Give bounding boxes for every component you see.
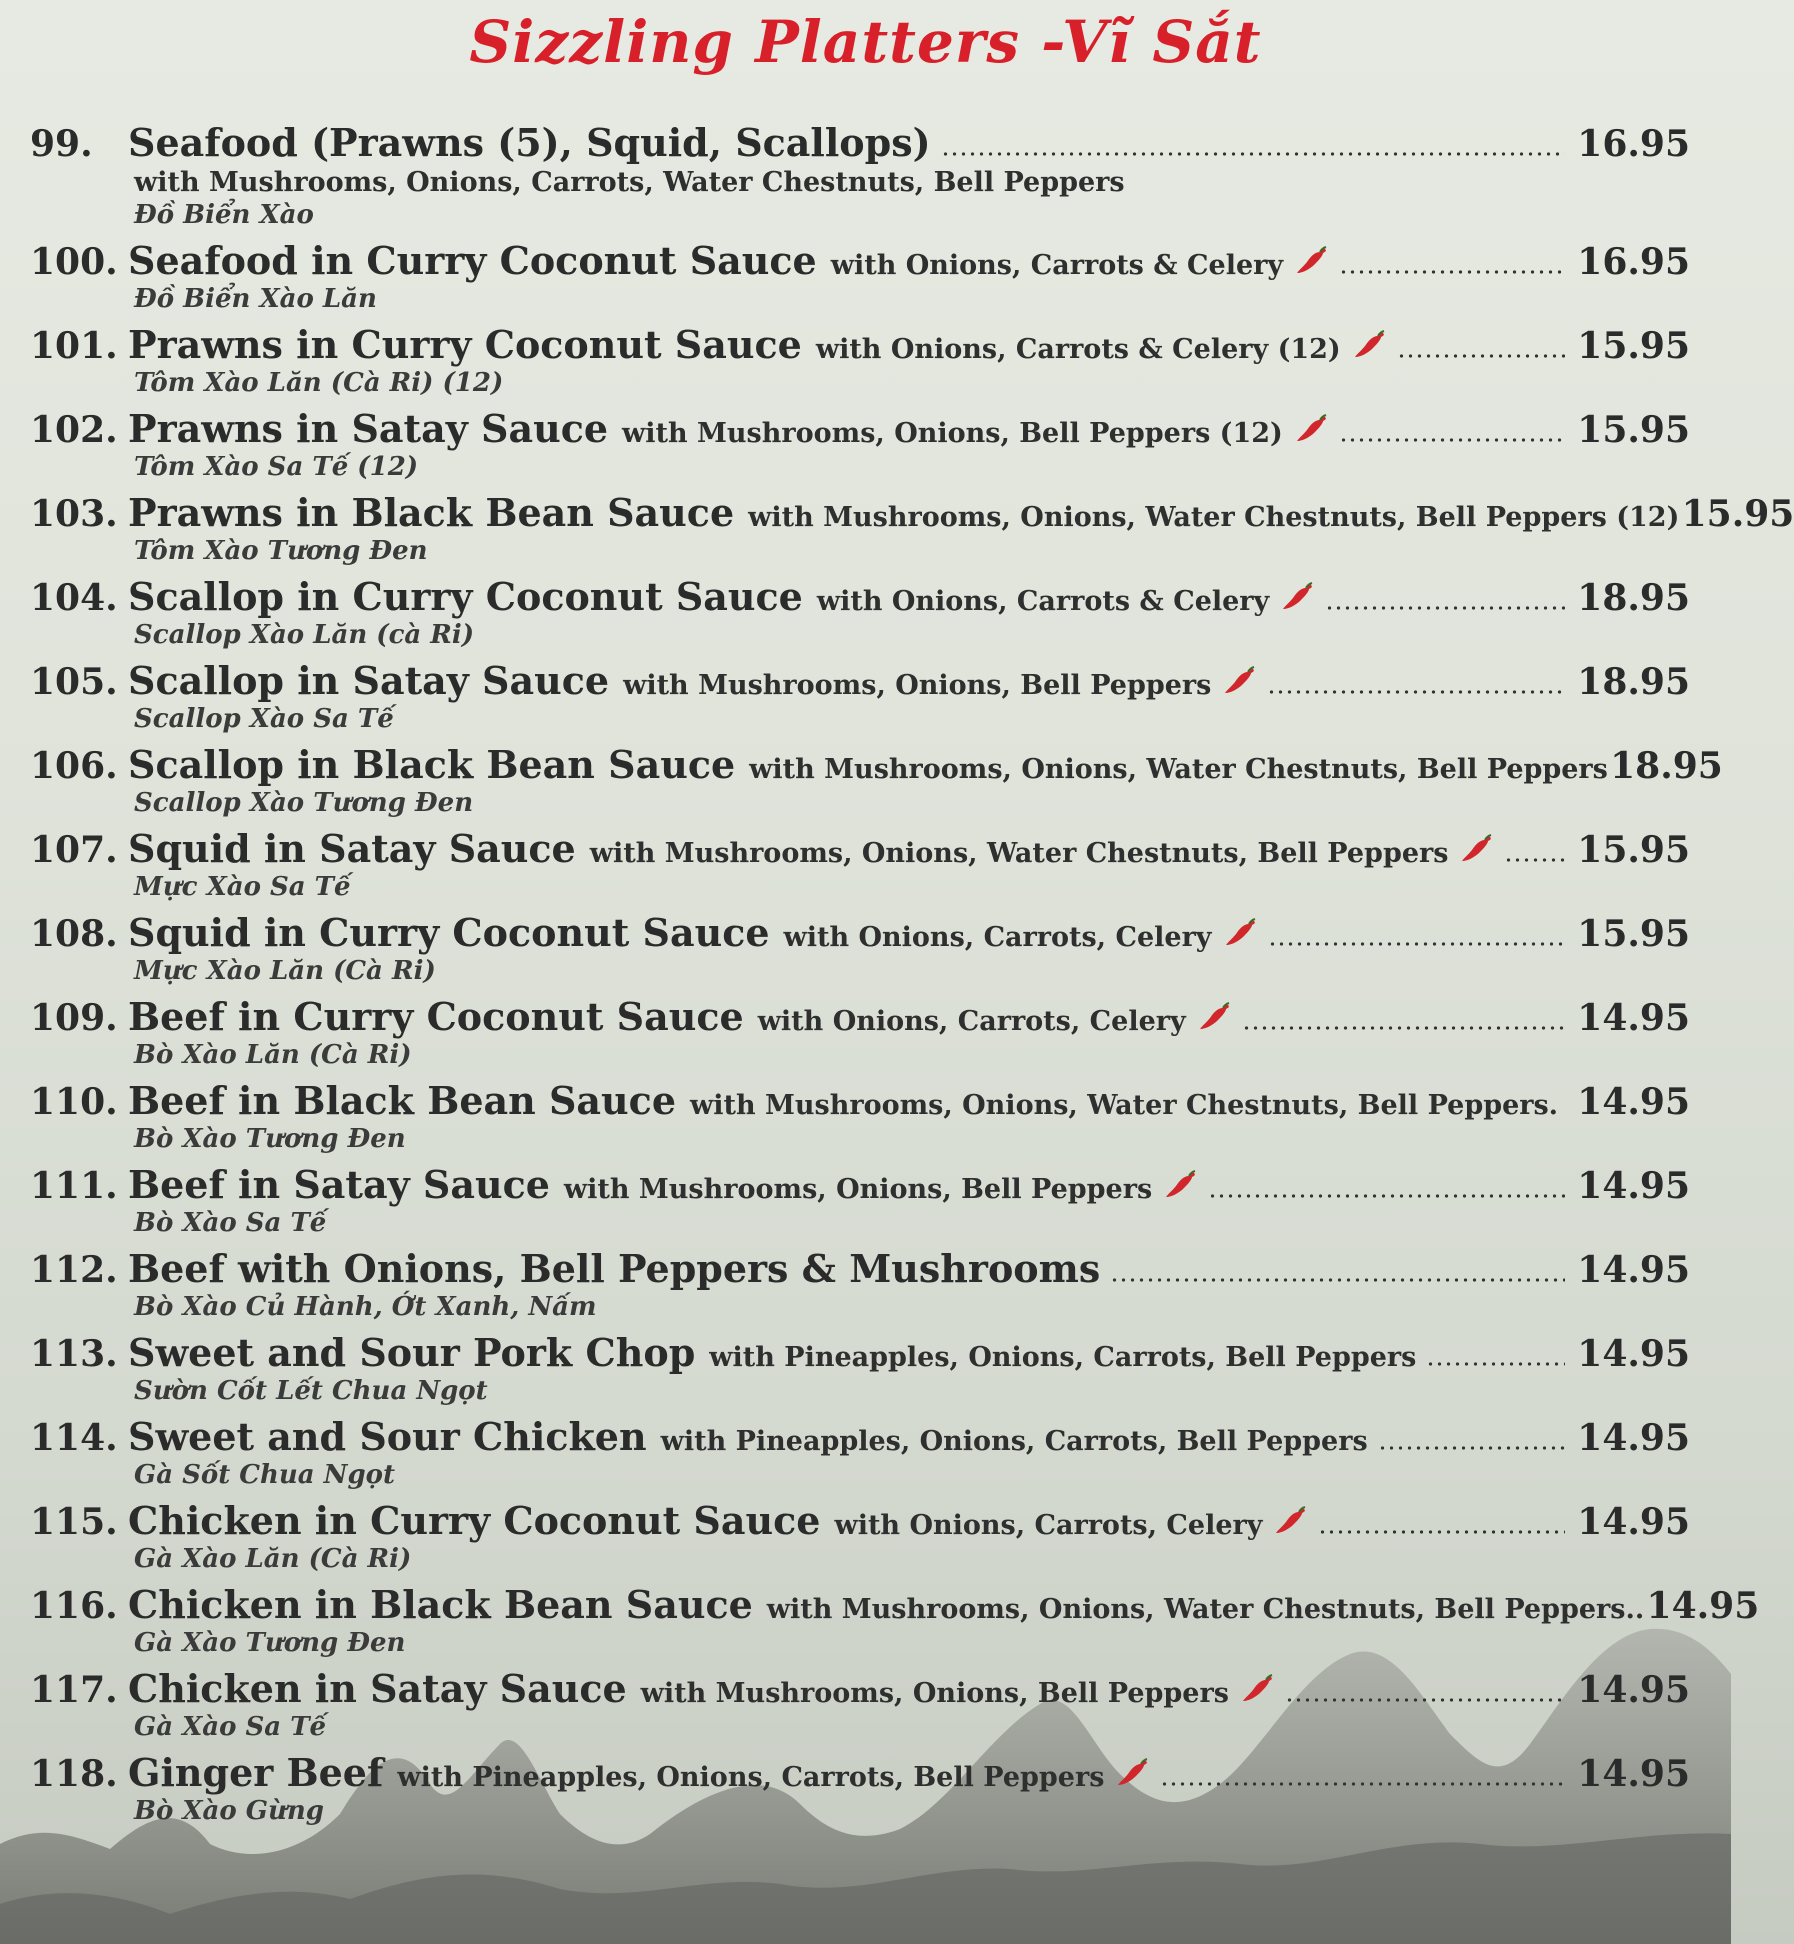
- dot-leader: [1426, 1362, 1565, 1366]
- item-price: 15.95: [1681, 493, 1794, 535]
- item-price: 14.95: [1577, 1753, 1690, 1795]
- item-description: with Mushrooms, Onions, Water Chestnuts, Bell Peppers..: [766, 1594, 1645, 1625]
- dot-leader: [1268, 942, 1566, 946]
- item-description: with Onions, Carrots, Celery: [783, 922, 1212, 953]
- item-number: 107.: [30, 829, 118, 871]
- menu-item-line: [30, 826, 1690, 872]
- menu-item: [30, 1498, 1690, 1582]
- item-price: 18.95: [1577, 577, 1690, 619]
- menu-item: [30, 1078, 1690, 1162]
- item-price: 14.95: [1577, 997, 1690, 1039]
- item-number: 109.: [30, 997, 118, 1039]
- item-vietnamese-name: Tôm Xào Lăn (Cà Ri) (12): [134, 368, 504, 398]
- item-vietnamese-name: Tôm Xào Tương Đen: [134, 536, 428, 566]
- item-number: 114.: [30, 1417, 118, 1459]
- item-price: 15.95: [1577, 325, 1690, 367]
- item-name: Beef with Onions, Bell Peppers & Mushrooms: [128, 1246, 1101, 1291]
- menu-item-line: [30, 1498, 1690, 1544]
- item-price: 14.95: [1577, 1081, 1690, 1123]
- item-name: Beef in Satay Sauce: [128, 1162, 550, 1207]
- item-vietnamese-name: Đồ Biển Xào: [134, 200, 314, 230]
- item-price: 15.95: [1577, 829, 1690, 871]
- menu-item-line: [30, 238, 1690, 284]
- item-vietnamese-name: Bò Xào Sa Tế: [134, 1208, 327, 1238]
- menu-item: [30, 1330, 1690, 1414]
- menu-item: [30, 1582, 1760, 1666]
- menu-section-title: Sizzling Platters -Vĩ Sắt: [469, 8, 1262, 76]
- chili-pepper-icon: [1198, 1002, 1232, 1032]
- item-vietnamese-name: Bò Xào Gừng: [134, 1796, 324, 1826]
- item-number: 104.: [30, 577, 118, 619]
- item-price: 16.95: [1577, 241, 1690, 283]
- item-description: with Pineapples, Onions, Carrots, Bell Peppers: [397, 1762, 1105, 1793]
- item-price: 14.95: [1646, 1585, 1760, 1627]
- menu-item-line: [30, 1078, 1690, 1124]
- item-vietnamese-name: Mực Xào Lăn (Cà Ri): [134, 956, 436, 986]
- item-price: 14.95: [1577, 1417, 1690, 1459]
- dot-leader: [1397, 354, 1565, 358]
- item-description: with Pineapples, Onions, Carrots, Bell Peppers: [660, 1426, 1368, 1457]
- chili-pepper-icon: [1241, 1674, 1275, 1704]
- item-name: Seafood in Curry Coconut Sauce: [128, 238, 817, 283]
- item-number: 111.: [30, 1165, 118, 1207]
- item-number: 115.: [30, 1501, 118, 1543]
- item-name: Sweet and Sour Chicken: [128, 1414, 647, 1459]
- item-vietnamese-name: Gà Xào Tương Đen: [134, 1628, 406, 1658]
- menu-item: [30, 490, 1794, 574]
- item-vietnamese-name: Scallop Xào Tương Đen: [134, 788, 474, 818]
- item-vietnamese-name: Mực Xào Sa Tế: [134, 872, 351, 902]
- menu-item-line: [30, 574, 1690, 620]
- item-number: 103.: [30, 493, 118, 535]
- menu-item-line: [30, 658, 1690, 704]
- menu-item: [30, 994, 1690, 1078]
- menu-item-line: [30, 910, 1690, 956]
- item-description: with Onions, Carrots & Celery: [830, 250, 1284, 281]
- item-description: with Mushrooms, Onions, Carrots, Water Chestnuts, Bell Peppers: [134, 167, 1125, 198]
- item-description: with Onions, Carrots & Celery (12): [815, 334, 1341, 365]
- menu-item-line: [30, 490, 1794, 536]
- menu-item: [30, 1246, 1690, 1330]
- menu-item: [30, 910, 1690, 994]
- item-name: Squid in Satay Sauce: [128, 826, 576, 871]
- menu-item-line: [30, 742, 1723, 788]
- menu-item: [30, 406, 1690, 490]
- dot-leader: [1339, 438, 1565, 442]
- item-vietnamese-name: Gà Xào Sa Tế: [134, 1712, 327, 1742]
- item-description: with Onions, Carrots & Celery: [816, 586, 1270, 617]
- chili-pepper-icon: [1164, 1170, 1198, 1200]
- item-price: 15.95: [1577, 409, 1690, 451]
- item-description: with Onions, Carrots, Celery: [757, 1006, 1186, 1037]
- chili-pepper-icon: [1116, 1758, 1150, 1788]
- item-name: Chicken in Black Bean Sauce: [128, 1582, 753, 1627]
- item-vietnamese-name: Gà Sốt Chua Ngọt: [134, 1460, 395, 1490]
- item-name: Chicken in Curry Coconut Sauce: [128, 1498, 821, 1543]
- item-description: with Mushrooms, Onions, Water Chestnuts, Bell Peppers.: [690, 1090, 1559, 1121]
- chili-pepper-icon: [1224, 918, 1258, 948]
- item-price: 14.95: [1577, 1501, 1690, 1543]
- dot-leader: [1285, 1698, 1565, 1702]
- item-name: Beef in Curry Coconut Sauce: [128, 994, 744, 1039]
- menu-item-line: [30, 1162, 1690, 1208]
- item-number: 101.: [30, 325, 118, 367]
- item-vietnamese-name: Bò Xào Tương Đen: [134, 1124, 406, 1154]
- chili-pepper-icon: [1223, 666, 1257, 696]
- menu-item-line: [30, 120, 1690, 166]
- item-number: 100.: [30, 241, 118, 283]
- menu-item: [30, 826, 1690, 910]
- item-price: 18.95: [1577, 661, 1690, 703]
- item-price: 18.95: [1610, 745, 1723, 787]
- item-number: 113.: [30, 1333, 118, 1375]
- chili-pepper-icon: [1460, 834, 1494, 864]
- dot-leader: [1504, 858, 1565, 862]
- item-price: 14.95: [1577, 1165, 1690, 1207]
- item-number: 105.: [30, 661, 118, 703]
- item-description: with Mushrooms, Onions, Bell Peppers: [640, 1678, 1229, 1709]
- dot-leader: [1378, 1446, 1565, 1450]
- menu-item: [30, 1666, 1690, 1750]
- item-number: 110.: [30, 1081, 118, 1123]
- item-name: Scallop in Black Bean Sauce: [128, 742, 736, 787]
- item-vietnamese-name: Đồ Biển Xào Lăn: [134, 284, 377, 314]
- item-vietnamese-name: Scallop Xào Lăn (cà Ri): [134, 620, 475, 650]
- dot-leader: [1318, 1530, 1565, 1534]
- item-description: with Mushrooms, Onions, Bell Peppers (12): [622, 418, 1283, 449]
- menu-item: [30, 742, 1723, 826]
- item-number: 108.: [30, 913, 118, 955]
- item-name: Seafood (Prawns (5), Squid, Scallops): [128, 120, 931, 165]
- item-description: with Mushrooms, Onions, Bell Peppers: [623, 670, 1212, 701]
- menu-item: [30, 1414, 1690, 1498]
- item-description: with Mushrooms, Onions, Bell Peppers: [563, 1174, 1153, 1205]
- menu-item-line: [30, 1330, 1690, 1376]
- menu-item: [30, 120, 1690, 238]
- dot-leader: [1110, 1278, 1565, 1282]
- dot-leader: [1325, 606, 1565, 610]
- item-name: Scallop in Curry Coconut Sauce: [128, 574, 803, 619]
- dot-leader: [1267, 690, 1565, 694]
- menu-item-list: [30, 120, 1794, 1834]
- menu-item-line: [30, 1666, 1690, 1712]
- chili-pepper-icon: [1353, 330, 1387, 360]
- menu-item-line: [30, 1750, 1690, 1796]
- item-name: Prawns in Satay Sauce: [128, 406, 609, 451]
- item-name: Prawns in Black Bean Sauce: [128, 490, 735, 535]
- item-price: 16.95: [1577, 123, 1690, 165]
- item-number: 106.: [30, 745, 118, 787]
- menu-item-line: [30, 1414, 1690, 1460]
- menu-item-line: [30, 1582, 1760, 1628]
- item-price: 14.95: [1577, 1669, 1690, 1711]
- item-vietnamese-name: Gà Xào Lăn (Cà Ri): [134, 1544, 412, 1574]
- item-description: with Mushrooms, Onions, Water Chestnuts, Bell Peppers (12): [748, 502, 1680, 533]
- dot-leader: [1339, 270, 1565, 274]
- item-number: 112.: [30, 1249, 118, 1291]
- item-price: 14.95: [1577, 1333, 1690, 1375]
- item-price: 15.95: [1577, 913, 1690, 955]
- menu-item-line: [30, 322, 1690, 368]
- item-vietnamese-name: Sườn Cốt Lết Chua Ngọt: [134, 1376, 488, 1406]
- item-number: 102.: [30, 409, 118, 451]
- item-number: 99.: [30, 123, 93, 165]
- item-vietnamese-name: Bò Xào Củ Hành, Ớt Xanh, Nấm: [134, 1292, 597, 1322]
- item-description: with Onions, Carrots, Celery: [834, 1510, 1263, 1541]
- item-name: Beef in Black Bean Sauce: [128, 1078, 676, 1123]
- item-vietnamese-name: Tôm Xào Sa Tế (12): [134, 452, 419, 482]
- item-vietnamese-name: Scallop Xào Sa Tế: [134, 704, 394, 734]
- dot-leader: [1208, 1194, 1565, 1198]
- menu-item-line: [30, 1246, 1690, 1292]
- item-price: 14.95: [1577, 1249, 1690, 1291]
- item-name: Ginger Beef: [128, 1750, 384, 1795]
- menu-item: [30, 238, 1690, 322]
- chili-pepper-icon: [1295, 246, 1329, 276]
- item-vietnamese-name: Bò Xào Lăn (Cà Ri): [134, 1040, 412, 1070]
- chili-pepper-icon: [1281, 582, 1315, 612]
- menu-item-line: [30, 994, 1690, 1040]
- item-name: Squid in Curry Coconut Sauce: [128, 910, 770, 955]
- dot-leader: [1160, 1782, 1565, 1786]
- item-description: with Mushrooms, Onions, Water Chestnuts, Bell Peppers: [589, 838, 1449, 869]
- menu-item: [30, 1162, 1690, 1246]
- item-name: Sweet and Sour Pork Chop: [128, 1330, 696, 1375]
- menu-item: [30, 658, 1690, 742]
- dot-leader: [941, 152, 1565, 156]
- item-description: with Pineapples, Onions, Carrots, Bell Peppers: [709, 1342, 1417, 1373]
- item-number: 116.: [30, 1585, 118, 1627]
- item-description: with Mushrooms, Onions, Water Chestnuts, Bell Peppers: [749, 754, 1608, 785]
- item-name: Prawns in Curry Coconut Sauce: [128, 322, 802, 367]
- menu-item: [30, 574, 1690, 658]
- item-name: Scallop in Satay Sauce: [128, 658, 610, 703]
- item-number: 118.: [30, 1753, 118, 1795]
- chili-pepper-icon: [1274, 1506, 1308, 1536]
- item-number: 117.: [30, 1669, 118, 1711]
- menu-item: [30, 322, 1690, 406]
- dot-leader: [1242, 1026, 1565, 1030]
- menu-item-line: [30, 406, 1690, 452]
- chili-pepper-icon: [1295, 414, 1329, 444]
- item-name: Chicken in Satay Sauce: [128, 1666, 627, 1711]
- menu-item: [30, 1750, 1690, 1834]
